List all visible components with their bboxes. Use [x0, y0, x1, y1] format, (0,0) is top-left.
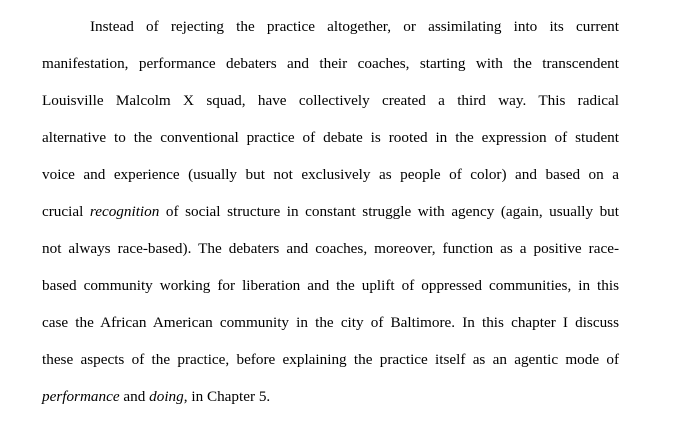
paragraph-line-1: Instead of rejecting the practice altogether, or assimilating into its current: [90, 18, 619, 35]
paragraph-line-11: [42, 387, 619, 407]
paragraph-line-9: case the African American community in the city of Baltimore. In this chapter I discuss: [42, 314, 619, 331]
paragraph-line-5: voice and experience (usually but not exclusively as people of color) and based on a: [42, 166, 619, 183]
paragraph-line-8: based community working for liberation and the uplift of oppressed communities, in this: [42, 277, 619, 294]
paragraph-line-3: Louisville Malcolm X squad, have collectively created a third way. This radical: [42, 92, 619, 109]
paragraph-line-7: not always race-based). The debaters and coaches, moreover, function as a positive race-: [42, 240, 619, 257]
text-segment: crucial: [42, 203, 90, 220]
emphasized-term: recognition: [89, 203, 160, 220]
text-segment: of social structure in constant struggle with agency (again, usually but: [159, 203, 619, 220]
emphasized-term: doing: [149, 388, 184, 405]
paragraph-line-4: alternative to the conventional practice of debate is rooted in the expression of student: [42, 129, 619, 146]
paragraph-line-10: these aspects of the practice, before explaining the practice itself as an agentic mode of: [42, 351, 619, 368]
text-segment: , in Chapter 5.: [183, 388, 271, 405]
paragraph-line-2: manifestation, performance debaters and their coaches, starting with the transcendent: [42, 55, 619, 72]
emphasized-term: performance: [42, 388, 120, 405]
text-segment: and: [119, 388, 150, 405]
paragraph-line-6: [42, 202, 619, 222]
